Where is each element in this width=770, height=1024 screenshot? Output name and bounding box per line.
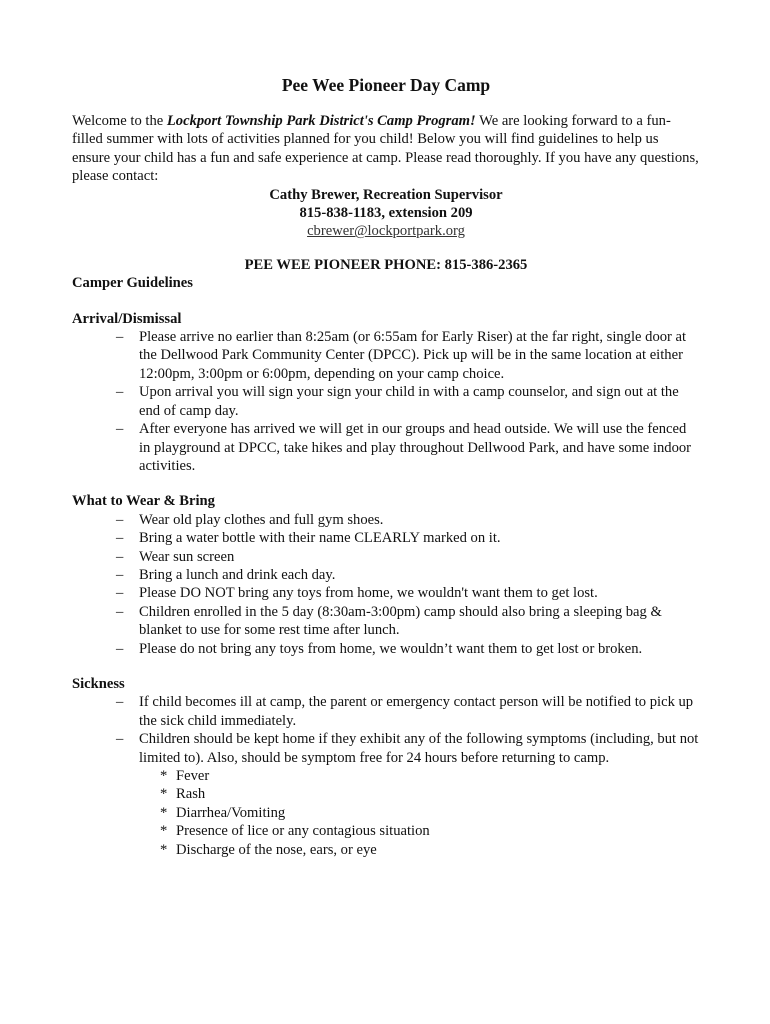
section-heading: Sickness [72, 675, 125, 692]
asterisk-icon: * [160, 768, 168, 784]
symptom-label: Rash [176, 786, 206, 803]
section-heading: What to Wear & Bring [72, 493, 215, 510]
symptom-label: Diarrhea/Vomiting [176, 804, 286, 821]
symptom-label: Presence of lice or any contagious situation [176, 823, 430, 840]
intro-rest: We are looking forward to a fun-filled summer with lots of activities planned for you child! Below you will find guidelines to help us ensure your child has a fun and safe experience at camp. Please read thoroughly. If you have any questions, please contact: [72, 113, 699, 185]
list-item: – Bring a water bottle with their name CLEARLY marked on it. [116, 529, 700, 547]
symptom-item [160, 804, 700, 822]
contact-phone: 815-838-1183, extension 209 [299, 205, 473, 222]
list-item [116, 730, 700, 859]
list-item: – If child becomes ill at camp, the parent or emergency contact person will be notified to pick up the sick child immediately. [116, 693, 700, 730]
list-item: – Wear sun screen [116, 548, 700, 566]
document-title: Pee Wee Pioneer Day Camp [281, 75, 491, 95]
symptom-list [139, 767, 700, 859]
list-item-text: Children should be kept home if they exhibit any of the following symptoms (including, but not limited to). Also, should be symptom free for 24 hours before returning to camp. [139, 731, 699, 766]
section-heading: Arrival/Dismissal [72, 310, 182, 327]
list-item: – Upon arrival you will sign your sign your child in with a camp counselor, and sign out at the end of camp day. [116, 383, 700, 420]
section-arrival-dismissal [72, 310, 700, 476]
intro-lead: Welcome to the [72, 113, 167, 129]
symptom-item [160, 767, 700, 785]
camp-phone-line: PEE WEE PIONEER PHONE: 815-386-2365 [244, 256, 528, 273]
camper-guidelines-heading: Camper Guidelines [72, 275, 193, 292]
section-what-to-wear [72, 492, 700, 658]
contact-block [72, 186, 700, 241]
list-item: – Bring a lunch and drink each day. [116, 566, 700, 584]
symptom-label: Discharge of the nose, ears, or eye [176, 841, 377, 858]
list-item: – Please DO NOT bring any toys from home, we wouldn't want them to get lost. [116, 584, 700, 602]
list-item: – Please arrive no earlier than 8:25am (or 6:55am for Early Riser) at the far right, single door at the Dellwood Park Community Center (DPCC). Pick up will be in the same location at either 12:00pm, 3:00pm or 6:00pm, depending on your camp choice. [116, 328, 700, 383]
intro-program-name: Lockport Township Park District's Camp Program! [166, 113, 476, 129]
sickness-list [72, 693, 700, 859]
list-item: – Please do not bring any toys from home, we wouldn’t want them to get lost or broken. [116, 640, 700, 658]
arrival-list [72, 328, 700, 475]
asterisk-icon: * [160, 786, 168, 803]
list-item: – Wear old play clothes and full gym shoes. [116, 511, 700, 529]
asterisk-icon: * [160, 804, 168, 821]
symptom-label: Fever [176, 768, 210, 784]
list-item: – Children enrolled in the 5 day (8:30am-3:00pm) camp should also bring a sleeping bag & blanket to use for some rest time after lunch. [116, 603, 700, 640]
asterisk-icon: * [160, 823, 168, 840]
wear-bring-list [72, 511, 700, 658]
symptom-item [160, 822, 700, 840]
intro-paragraph [72, 112, 700, 186]
list-item: – After everyone has arrived we will get in our groups and head outside. We will use the fenced in playground at DPCC, take hikes and play throughout Dellwood Park, and have some indoor activities. [116, 420, 700, 475]
asterisk-icon: * [160, 841, 168, 858]
contact-email-link[interactable]: cbrewer@lockportpark.org [307, 223, 465, 240]
symptom-item [160, 841, 700, 859]
symptom-item [160, 785, 700, 803]
contact-name: Cathy Brewer, Recreation Supervisor [269, 186, 503, 203]
section-sickness [72, 675, 700, 859]
